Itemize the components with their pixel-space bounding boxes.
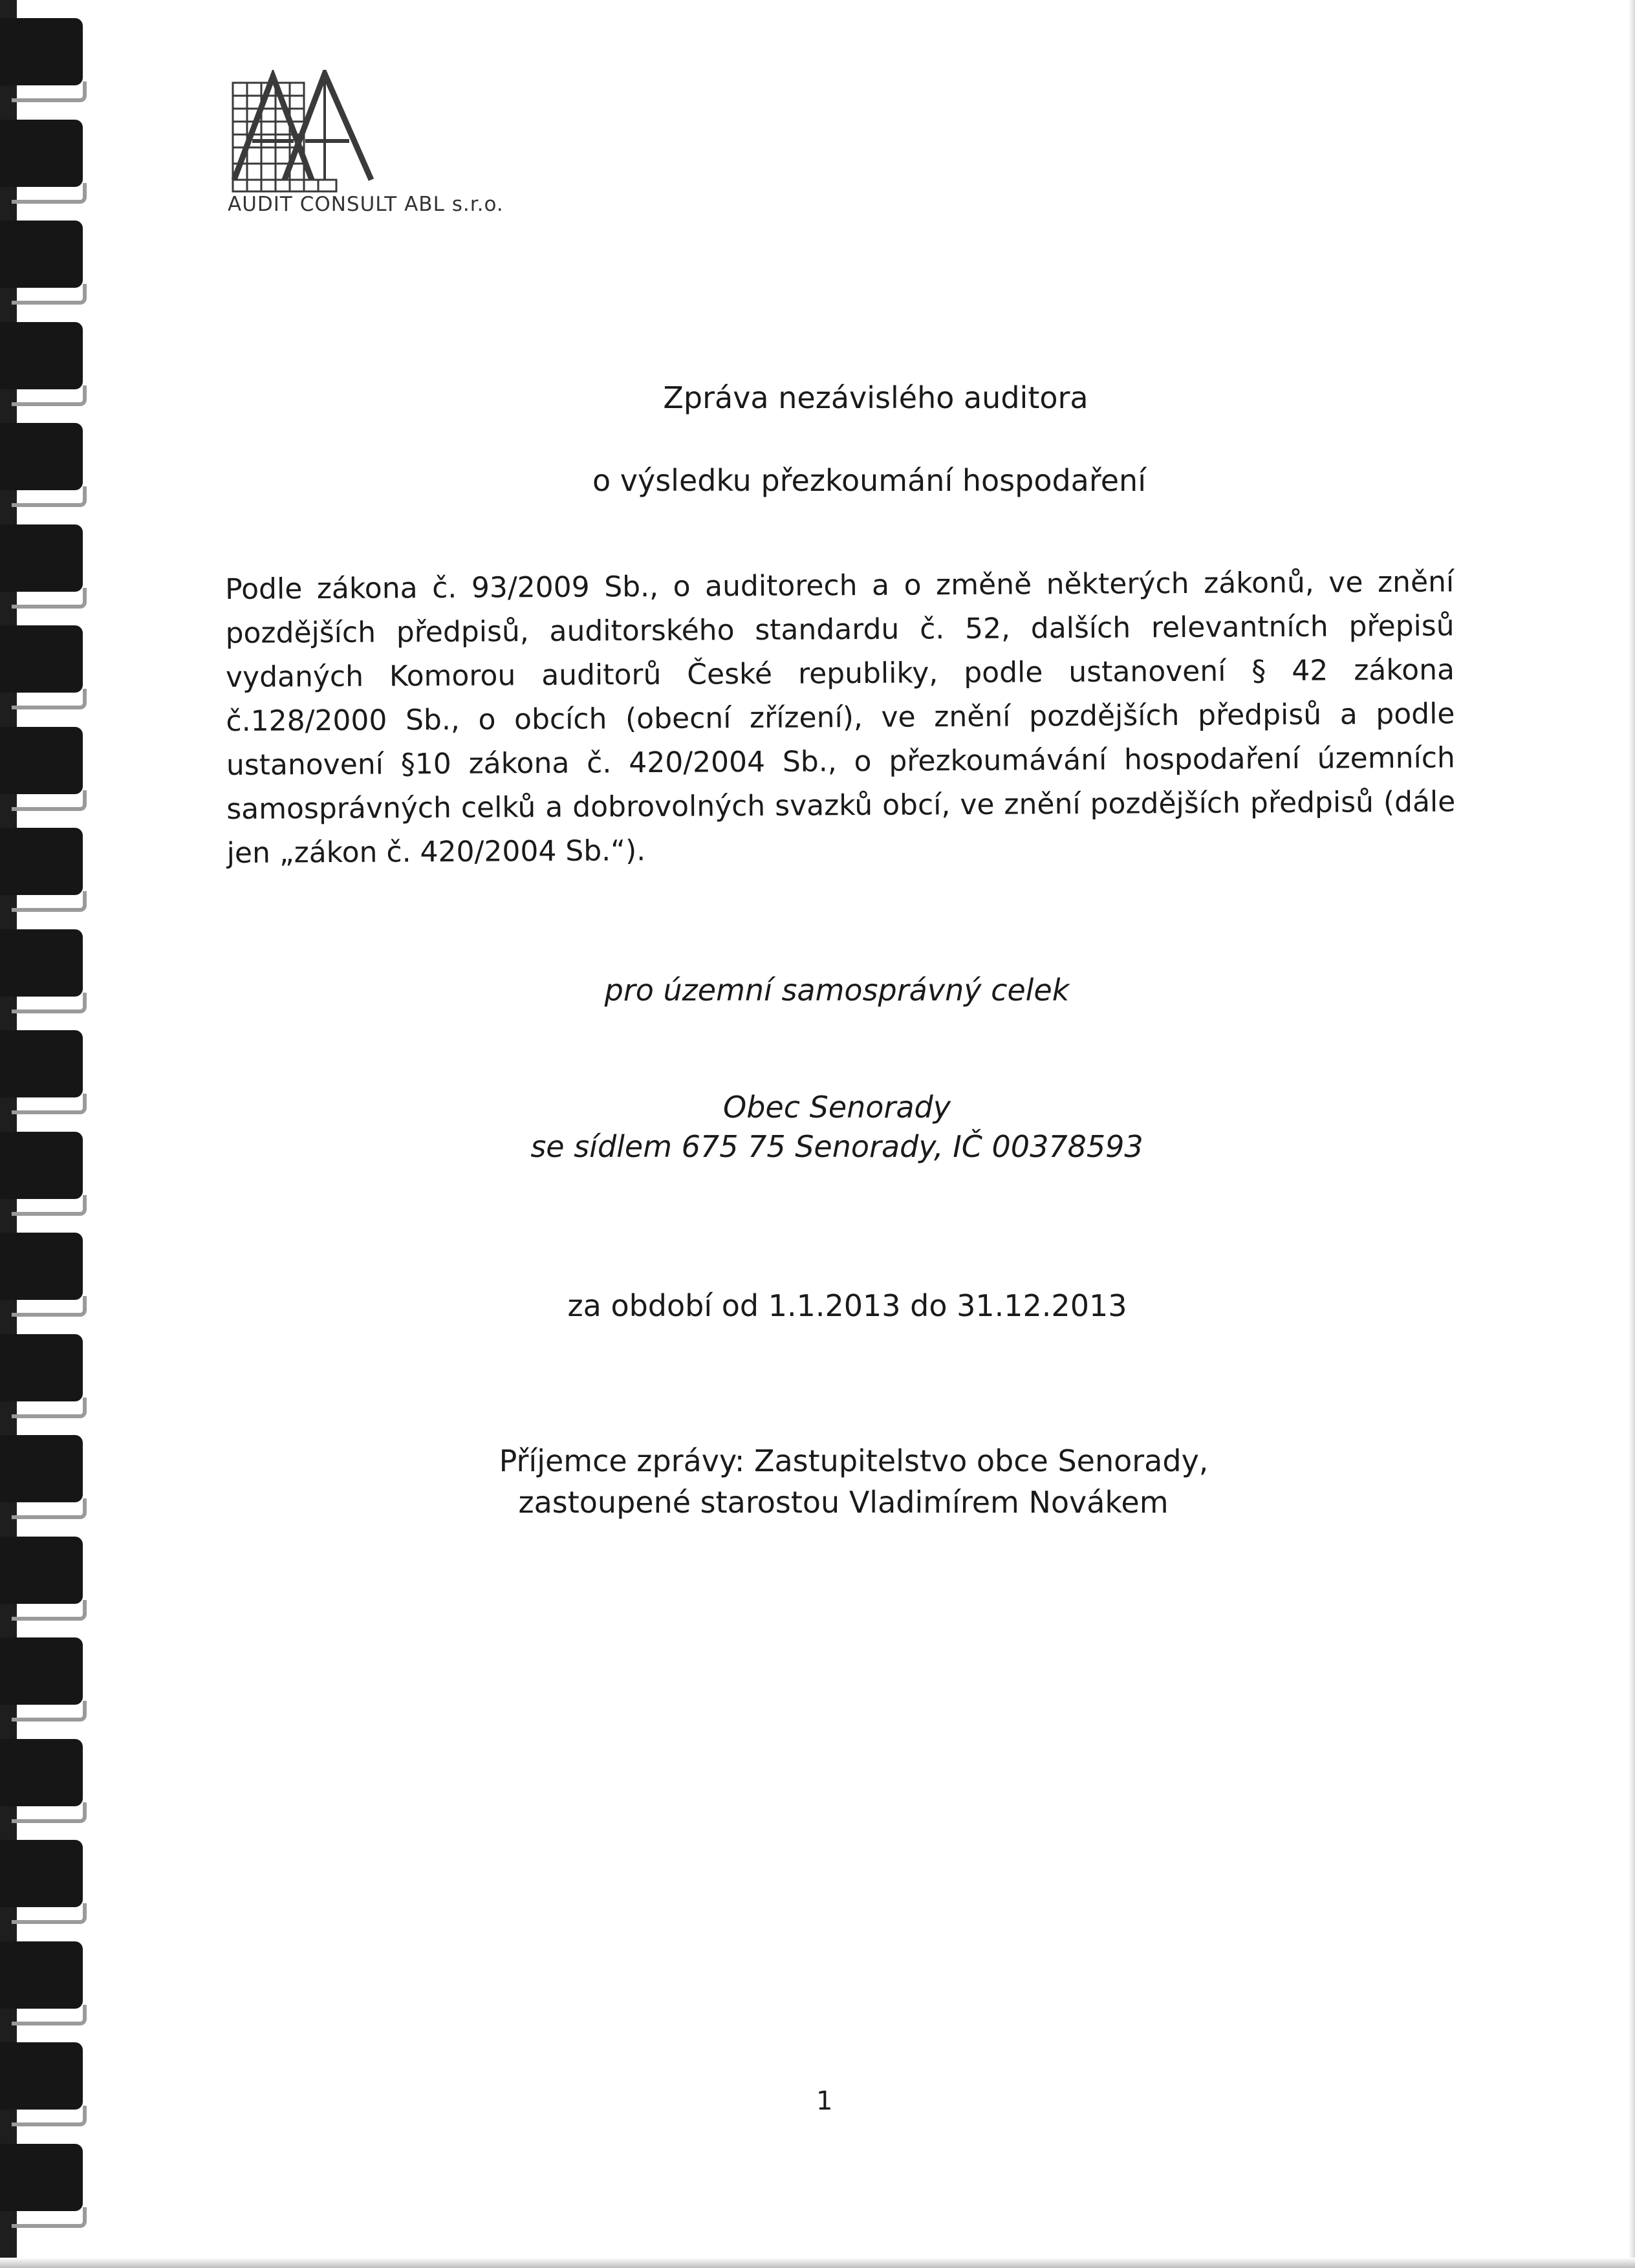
binding-ring — [0, 221, 83, 288]
binding-ring — [0, 524, 83, 592]
company-name: AUDIT CONSULT ABL s.r.o. — [228, 193, 504, 216]
report-recipient: Příjemce zprávy: Zastupitelstvo obce Senorady, — [499, 1443, 1209, 1478]
binding-ring — [0, 1030, 83, 1097]
binding-ring — [0, 120, 83, 187]
binding-ring — [0, 322, 83, 389]
binding-ring — [0, 1840, 83, 1907]
binding-ring — [0, 828, 83, 895]
binding-ring — [0, 1334, 83, 1401]
page-edge-bottom — [0, 2258, 1635, 2268]
binding-ring — [0, 18, 83, 85]
legal-basis-paragraph: Podle zákona č. 93/2009 Sb., o auditorech a o změně některých zákonů, ve znění pozdějších předpisů, auditorského standardu č. 52, dalších relevantních přepisů vydaných Komorou auditorů České republiky, podle ustanovení § 42 zákona č.128/2000 Sb., o obcích (obecní zřízení), ve znění pozdějších předpisů a podle ustanovení §10 zákona č. 420/2004 Sb., o přezkoumávání hospodaření územních samosprávných celků a dobrovolných svazků obcí, ve znění pozdějších předpisů (dále jen „zákon č. 420/2004 Sb.“). — [225, 565, 1456, 870]
subject-label: pro územní samosprávný celek — [604, 973, 1070, 1008]
entity-name: Obec Senorady — [723, 1090, 951, 1125]
binding-ring — [0, 2042, 83, 2110]
page-number: 1 — [816, 2086, 833, 2116]
binding-ring — [0, 625, 83, 693]
report-recipient-representative: zastoupené starostou Vladimírem Novákem — [518, 1485, 1169, 1520]
binding-ring — [0, 727, 83, 794]
report-subtitle: o výsledku přezkoumání hospodaření — [592, 463, 1146, 498]
binding-ring — [0, 1941, 83, 2009]
binding-ring — [0, 2144, 83, 2211]
binding-ring — [0, 1537, 83, 1604]
entity-seat: se sídlem 675 75 Senorady, IČ 00378593 — [530, 1129, 1143, 1164]
report-title: Zpráva nezávislého auditora — [663, 380, 1088, 415]
audit-consult-logo — [228, 70, 376, 194]
reporting-period: za období od 1.1.2013 do 31.12.2013 — [567, 1288, 1127, 1323]
binding-ring — [0, 1637, 83, 1705]
binding-ring — [0, 1739, 83, 1806]
